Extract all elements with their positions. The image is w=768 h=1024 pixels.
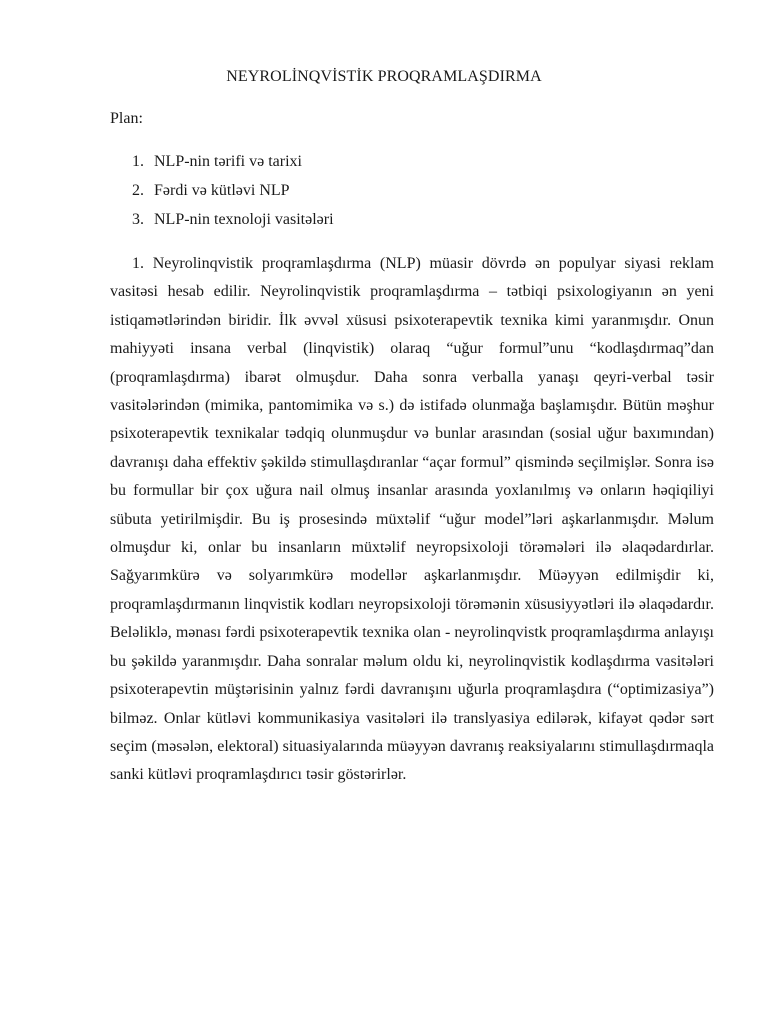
plan-item (132, 210, 334, 239)
plan-label: Plan: (110, 110, 143, 127)
plan-item-text: Fərdi və kütləvi NLP (154, 182, 290, 199)
plan-item (132, 152, 334, 181)
plan-item-number: 2. (132, 182, 144, 199)
body-paragraph: 1. Neyrolinqvistik proqramlaşdırma (NLP) müasir dövrdə ən populyar siyasi reklam vasitəsi hesab edilir. Neyrolinqvistik proqramlaşdırma – tətbiqi psixologiyanın ən yeni istiqamətlərindən biridir. İlk əvvəl xüsusi psixoterapevtik texnika kimi yaranmışdır. Onun mahiyyəti insana verbal (linqvistik) olaraq “uğur formul”unu “kodlaşdırmaq”dan (proqramlaşdırma) ibarət olmuşdur. Daha sonra verballa yanaşı qeyri-verbal təsir vasitələrindən (mimika, pantomimika və s.) də istifadə olunmağa başlamışdır. Bütün məşhur psixoterapevtik texnikalar tədqiq olunmuşdur və bunlar arasından (sosial uğur baxımından) davranışı daha effektiv şəkildə stimullaşdıranlar “açar formul” qismində seçilmişlər. Sonra isə bu formullar bir çox uğura nail olmuş insanlar arasında yoxlanılmış və onların həqiqiliyi sübuta yetirilmişdir. Bu iş prosesində müxtəlif “uğur model”ləri aşkarlanmışdır. Məlum olmuşdur ki, onlar bu insanların müxtəlif neyropsixoloji törəmələri ilə əlaqədardırlar. Sağyarımkürə və solyarımkürə modellər aşkarlanmışdır. Müəyyən edilmişdir ki, proqramlaşdırmanın linqvistik kodları neyropsixoloji törəmənin xüsusiyyətləri ilə əlaqədardır. Beləliklə, mənası fərdi psixoterapevtik texnika olan - neyrolinqvistk proqramlaşdırma anlayışı bu şəkildə yaranmışdır. Daha sonralar məlum oldu ki, neyrolinqvistik kodlaşdırma vasitələri psixoterapevtin müştərisinin yalnız fərdi davranışını uğurla proqramlaşdıra (“optimizasiya”) bilməz. Onlar kütləvi kommunikasiya vasitələri ilə translyasiya edilərək, kifayət qədər sərt seçim (məsələn, elektoral) situasiyalarında müəyyən davranış reaksiyalarını stimullaşdırmaqla sanki kütləvi proqramlaşdırıcı təsir göstərirlər. (110, 255, 714, 784)
plan-item-text: NLP-nin texnoloji vasitələri (154, 211, 334, 228)
document-title: NEYROLİNQVİSTİK PROQRAMLAŞDIRMA (226, 68, 542, 85)
plan-item-number: 1. (132, 153, 144, 170)
plan-item-number: 3. (132, 211, 144, 228)
plan-item (132, 181, 334, 210)
plan-list (132, 152, 334, 239)
plan-item-text: NLP-nin tərifi və tarixi (154, 153, 302, 170)
